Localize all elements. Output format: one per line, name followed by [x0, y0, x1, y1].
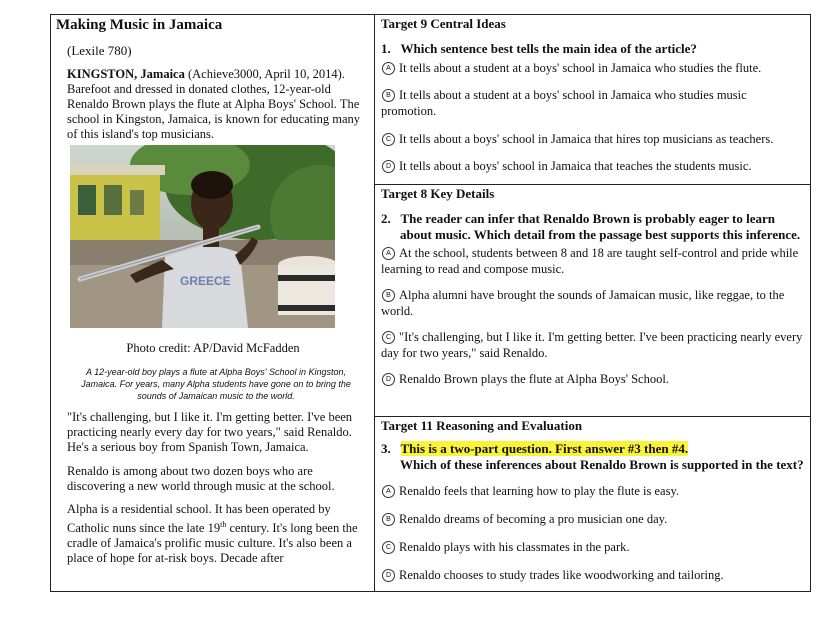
option-text: It tells about a student at a boys' school in Jamaica who studies the flute.: [399, 61, 762, 75]
option-text: "It's challenging, but I like it. I'm getting better. I've been practicing nearly every day for two years," said Renaldo.: [381, 330, 803, 360]
article-title: Making Music in Jamaica: [56, 17, 223, 33]
answer-option-a[interactable]: [381, 245, 804, 277]
photo-credit: Photo credit: AP/David McFadden: [126, 341, 300, 355]
section-target-11: [375, 417, 810, 591]
option-text: Alpha alumni have brought the sounds of Jamaican music, like reggae, to the world.: [381, 288, 785, 318]
option-text: Renaldo Brown plays the flute at Alpha Boys' School.: [399, 372, 669, 386]
answer-option-c[interactable]: [381, 131, 804, 147]
section-target-8: [375, 185, 810, 417]
option-a-circle-icon[interactable]: A: [382, 247, 395, 260]
section-title: Target 9 Central Ideas: [381, 16, 506, 31]
question-1: [381, 41, 804, 57]
para4-superscript: th: [220, 520, 227, 529]
question-3: [381, 441, 804, 473]
dateline: KINGSTON, Jamaica: [67, 67, 185, 81]
option-text: At the school, students between 8 and 18 are taught self-control and pride while learning to read and compose music.: [381, 246, 799, 276]
option-d-circle-icon[interactable]: D: [382, 160, 395, 173]
article-lead-paragraph: [67, 67, 363, 142]
option-c-circle-icon[interactable]: C: [382, 133, 395, 146]
question-text: Which sentence best tells the main idea of the article?: [400, 41, 697, 56]
option-a-circle-icon[interactable]: A: [382, 485, 395, 498]
option-a-circle-icon[interactable]: A: [382, 62, 395, 75]
question-text: Which of these inferences about Renaldo Brown is supported in the text?: [400, 457, 804, 472]
question-number: 3.: [381, 441, 391, 456]
shirt-text: GREECE: [180, 274, 231, 288]
question-number: 1.: [381, 41, 391, 56]
option-b-circle-icon[interactable]: B: [382, 513, 395, 526]
option-d-circle-icon[interactable]: D: [382, 569, 395, 582]
option-c-circle-icon[interactable]: C: [382, 331, 395, 344]
section-title: Target 11 Reasoning and Evaluation: [381, 418, 583, 433]
article-paragraph-3: Renaldo is among about two dozen boys who are discovering a new world through music at the school.: [67, 464, 335, 493]
question-2: [381, 211, 804, 243]
answer-option-d[interactable]: [381, 567, 804, 583]
option-text: Renaldo dreams of becoming a pro musician one day.: [399, 512, 668, 526]
option-text: Renaldo feels that learning how to play the flute is easy.: [399, 484, 680, 498]
para4-text-b: century. It's long been the cradle of Jamaica's prolific music culture. It's also been a place of hope for at-risk boys. Decade after: [67, 521, 358, 566]
article-paragraph-2: "It's challenging, but I like it. I'm getting better. I've been practicing nearly every day for two years," said Renaldo. He's a serious boy from Spanish Town, Jamaica.: [67, 410, 353, 454]
question-number: 2.: [381, 211, 391, 226]
article-column: [51, 15, 375, 591]
option-text: It tells about a boys' school in Jamaica that hires top musicians as teachers.: [399, 132, 774, 146]
section-title: Target 8 Key Details: [381, 186, 495, 201]
photo-caption: A 12-year-old boy plays a flute at Alpha Boys' School in Kingston, Jamaica. For years, many Alpha students have gone on to bring the sounds of Jamaican music to the world.: [81, 367, 351, 401]
answer-option-b[interactable]: [381, 511, 804, 527]
option-text: Renaldo plays with his classmates in the park.: [399, 540, 630, 554]
questions-column: [375, 15, 810, 591]
answer-option-c[interactable]: [381, 539, 804, 555]
answer-option-b[interactable]: [381, 287, 804, 319]
section-target-9: [375, 15, 810, 185]
answer-option-a[interactable]: [381, 60, 804, 76]
answer-option-d[interactable]: [381, 158, 804, 174]
option-text: It tells about a boys' school in Jamaica that teaches the students music.: [399, 159, 752, 173]
para4-text-a: Alpha is a residential school. It has been operated by Catholic nuns since the late 19: [67, 502, 331, 536]
answer-option-d[interactable]: [381, 371, 804, 387]
answer-option-c[interactable]: [381, 329, 804, 361]
option-text: It tells about a student at a boys' school in Jamaica who studies music promotion.: [381, 88, 747, 118]
option-text: Renaldo chooses to study trades like woodworking and tailoring.: [399, 568, 724, 582]
answer-option-a[interactable]: [381, 483, 804, 499]
question-text: The reader can infer that Renaldo Brown is probably eager to learn about music. Which detail from the passage best supports this inference.: [400, 211, 801, 242]
highlighted-instruction: This is a two-part question. First answer #3 then #4.: [400, 441, 689, 456]
option-b-circle-icon[interactable]: B: [382, 89, 395, 102]
option-c-circle-icon[interactable]: C: [382, 541, 395, 554]
article-paragraph-4: [67, 502, 363, 566]
article-photo: [70, 145, 335, 328]
option-b-circle-icon[interactable]: B: [382, 289, 395, 302]
worksheet-table: [50, 14, 811, 592]
lead-text: (Achieve3000, April 10, 2014). Barefoot and dressed in donated clothes, 12-year-old Renaldo Brown plays the flute at Alpha Boys' School. The school in Kingston, Jamaica, is known for educating many of this island's top musicians.: [67, 67, 360, 141]
answer-option-b[interactable]: [381, 87, 804, 119]
lexile-level: (Lexile 780): [67, 43, 132, 58]
option-d-circle-icon[interactable]: D: [382, 373, 395, 386]
